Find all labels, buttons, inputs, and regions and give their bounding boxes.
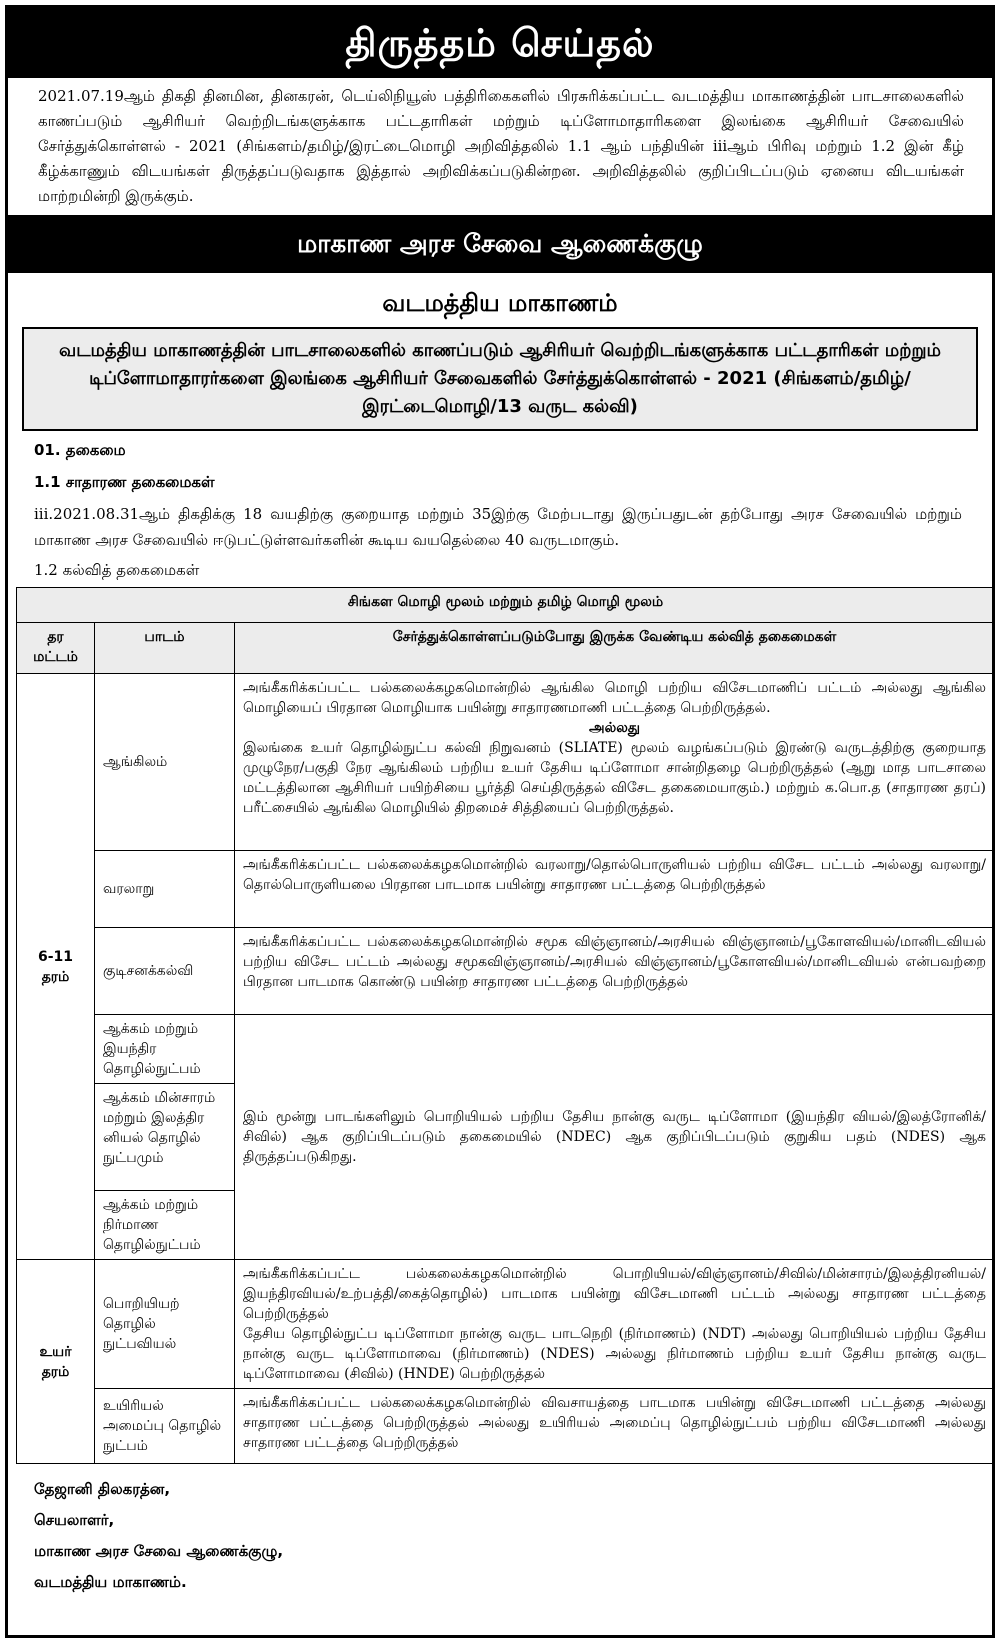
subject-column-header: பாடம்: [95, 623, 235, 674]
intro-paragraph: 2021.07.19ஆம் திகதி தினமின, தினகரன், டெய்லிநியூஸ் பத்திரிகைகளில் பிரசுரிக்கப்பட்ட வடமத்திய மாகாணத்தின் பாடசாலைகளில் காணப்படும் ஆசிரியர் வெற்றிடங்களுக்காக பட்டதாரிகள் மற்றும் டிப்ளோமாதாரிகளை இலங்கை ஆசிரியர் சேவையில் சேர்த்துக்கொள்ளல் - 2021 (சிங்களம்/தமிழ்/இரட்டைமொழி அறிவித்தலில் 1.1 ஆம் பந்தியின் iiiஆம் பிரிவு மற்றும் 1.2 இன் கீழ் கீழ்க்காணும் விடயங்கள் திருத்தப்படுவதாக இத்தால் அறிவிக்கப்படுகின்றன. அறிவித்தலில் குறிப்பிடப்படும் ஏனைய விடயங்கள் மாற்றமின்றி இருக்கும்.: [38, 87, 964, 205]
table-row-biosystems: [17, 1389, 995, 1464]
commission-banner: மாகாண அரச சேவை ஆணைக்குழு: [8, 215, 992, 273]
qualification-design-technology: இம் மூன்று பாடங்களிலும் பொறியியல் பற்றிய தேசிய நான்கு வருட டிப்ளோமா (இயந்திர வியல்/இலத்ரோனிக்/சிவில்) ஆக குறிப்பிடப்படும் தகைமையில் (NDEC) ஆக குறிப்பிடப்படும் குறுகிய பதம் (NDES) ஆக திருத்தப்படுகிறது.: [235, 1015, 995, 1260]
qualifications-table: [16, 587, 995, 1464]
qualification-history: அங்கீகரிக்கப்பட்ட பல்கலைக்கழகமொன்றில் வரலாறு/தொல்பொருளியல் பற்றிய விசேட பட்டம் அல்லது வரலாறு/தொல்பொருளியலை பிரதான பாடமாக பயின்று சாதாரண பட்டத்தை பெற்றிருத்தல்: [235, 851, 995, 928]
qualification-english: [235, 674, 995, 851]
qualification-engineering-tech: [235, 1260, 995, 1389]
notice-page: [5, 5, 995, 1638]
grade-higher-cell: உயர் தரம்: [17, 1260, 95, 1464]
notice-title: திருத்தம் செய்தல்: [8, 8, 992, 78]
medium-header: சிங்கள மொழி மூலம் மற்றும் தமிழ் மொழி மூலம்: [17, 588, 995, 623]
subject-design-mechanical: ஆக்கம் மற்றும் இயந்திர தொழில்நுட்பம்: [95, 1015, 235, 1084]
or-label: அல்லது: [589, 720, 640, 736]
table-row-engineering-tech: [17, 1260, 995, 1389]
subject-civics: குடிசனக்கல்வி: [95, 928, 235, 1015]
grade-column-header: தர மட்டம்: [17, 623, 95, 674]
qualification-civics: அங்கீகரிக்கப்பட்ட பல்கலைக்கழகமொன்றில் சமூக விஞ்ஞானம்/அரசியல் விஞ்ஞானம்/பூகோளவியல்/மானிடவியல் பற்றிய விசேட பட்டம் அல்லது சமூகவிஞ்ஞானம்/அரசியல் விஞ்ஞானம்/பூகோளவியல்/மானிடவியல் என்பவற்றை பிரதான பாடமாக கொண்டு பயின்ற சாதாரண பட்டத்தை பெற்றிருத்தல்: [235, 928, 995, 1015]
subject-biosystems: உயிரியல் அமைப்பு தொழில் நுட்பம்: [95, 1389, 235, 1464]
subject-engineering-tech: பொறியியற் தொழில் நுட்பவியல்: [95, 1260, 235, 1389]
table-header-row: [17, 623, 995, 674]
table-row-english: [17, 674, 995, 851]
table-row-history: [17, 851, 995, 928]
subject-design-construction: ஆக்கம் மற்றும் நிர்மாண தொழில்நுட்பம்: [95, 1191, 235, 1260]
subject-english: ஆங்கிலம்: [95, 674, 235, 851]
section-1-2-heading: 1.2 கல்வித் தகைமைகள்: [34, 561, 200, 579]
english-qualification-1: அங்கீகரிக்கப்பட்ட பல்கலைக்கழகமொன்றில் ஆங்கில மொழி பற்றிய விசேடமாணிப் பட்டம் அல்லது ஆங்கில மொழியைப் பிரதான மொழியாக பயின்று சாதாரணமாணி பட்டத்தை பெற்றிருத்தல்.: [243, 680, 986, 716]
table-row-civics: [17, 928, 995, 1015]
english-qualification-2: இலங்கை உயர் தொழில்நுட்ப கல்வி நிறுவனம் (SLIATE) மூலம் வழங்கப்படும் இரண்டு வருடத்திற்கு குறையாத முழுநேர/பகுதி நேர ஆங்கிலம் பற்றிய உயர் தேசிய டிப்ளோமா சான்றிதழை பெற்றிருத்தல் (ஆறு மாத பாடசாலை மட்டத்திலான ஆசிரியர் பயிற்சியை பூர்த்தி செய்திருத்தல் விசேட தகைமையாகும்.) மற்றும் க.பொ.த (சாதாரண தரப்) பரீட்சையில் ஆங்கில மொழியில் திறமைச் சித்தியைப் பெற்றிருத்தல்.: [243, 740, 987, 816]
engineering-tech-qualification-2: தேசிய தொழில்நுட்ப டிப்ளோமா நான்கு வருட பாடநெறி (நிர்மாணம்) (NDT) அல்லது பொறியியல் பற்றிய தேசிய நான்கு வருட டிப்ளோமாவை (நிர்மாணம்) (NDES) அல்லது நிர்மாணம் பற்றிய உயர் தேசிய நான்கு வருட டிப்ளோமாவை (சிவில்) (HNDE) பெற்றிருத்தல்: [243, 1326, 986, 1382]
signatory-office: மாகாண அரச சேவை ஆணைக்குழு,: [34, 1542, 284, 1560]
province-heading: வடமத்திய மாகாணம்: [382, 289, 618, 317]
signatory-name: தேஜானி திலகரத்ன,: [34, 1480, 171, 1498]
grade-6-11-cell: 6-11 தரம்: [17, 674, 95, 1260]
engineering-tech-qualification-1: அங்கீகரிக்கப்பட்ட பல்கலைக்கழகமொன்றில் பொறியியல்/விஞ்ஞானம்/சிவில்/மின்சாரம்/இலத்திரனியல்/இயந்திரவியல்/உற்பத்தி/கைத்தொழில்) பாடமாக பயின்று விசேடமாணி பட்டம் அல்லது சாதாரண பட்டத்தை பெற்றிருத்தல்: [243, 1266, 986, 1322]
section-1-1-text: iii.2021.08.31ஆம் திகதிக்கு 18 வயதிற்கு குறையாத மற்றும் 35இற்கு மேற்படாது இருப்பதுடன் தற்போது அரச சேவையில் மற்றும் மாகாண அரச சேவையில் ஈடுபட்டுள்ளவர்களின் கூடிய வயதெல்லை 40 வருடமாகும்.: [34, 505, 962, 549]
subject-history: வரலாறு: [95, 851, 235, 928]
section-1-1-heading: 1.1 சாதாரண தகைமைகள்: [34, 473, 215, 491]
recruitment-headline: வடமத்திய மாகாணத்தின் பாடசாலைகளில் காணப்படும் ஆசிரியர் வெற்றிடங்களுக்காக பட்டதாரிகள் மற்றும் டிப்ளோமாதாரர்களை இலங்கை ஆசிரியர் சேவைகளில் சேர்த்துக்கொள்ளல் - 2021 (சிங்களம்/தமிழ்/இரட்டைமொழி/13 வருட கல்வி): [22, 327, 978, 431]
table-row-design-mechanical: [17, 1015, 995, 1084]
signatory-province: வடமத்திய மாகாணம்.: [34, 1573, 187, 1591]
qualification-biosystems: அங்கீகரிக்கப்பட்ட பல்கலைக்கழகமொன்றில் விவசாயத்தை பாடமாக பயின்று விசேடமாணி பட்டத்தை அல்லது சாதாரண பட்டத்தை பெற்றிருத்தல் அல்லது உயிரியல் அமைப்பு தொழில்நுட்பம் பற்றிய விசேடமாணி அல்லது சாதாரண பட்டத்தை பெற்றிருத்தல்: [235, 1389, 995, 1464]
signature-block: [34, 1474, 992, 1598]
section-01-heading: 01. தகைமை: [34, 441, 126, 459]
signatory-designation: செயலாளர்,: [34, 1511, 115, 1529]
qualification-column-header: சேர்த்துக்கொள்ளப்படும்போது இருக்க வேண்டிய கல்வித் தகைமைகள்: [235, 623, 995, 674]
subject-design-electrical: ஆக்கம் மின்சாரம் மற்றும் இலத்திர னியல் தொழில் நுட்பமும்: [95, 1084, 235, 1191]
table-medium-row: [17, 588, 995, 623]
